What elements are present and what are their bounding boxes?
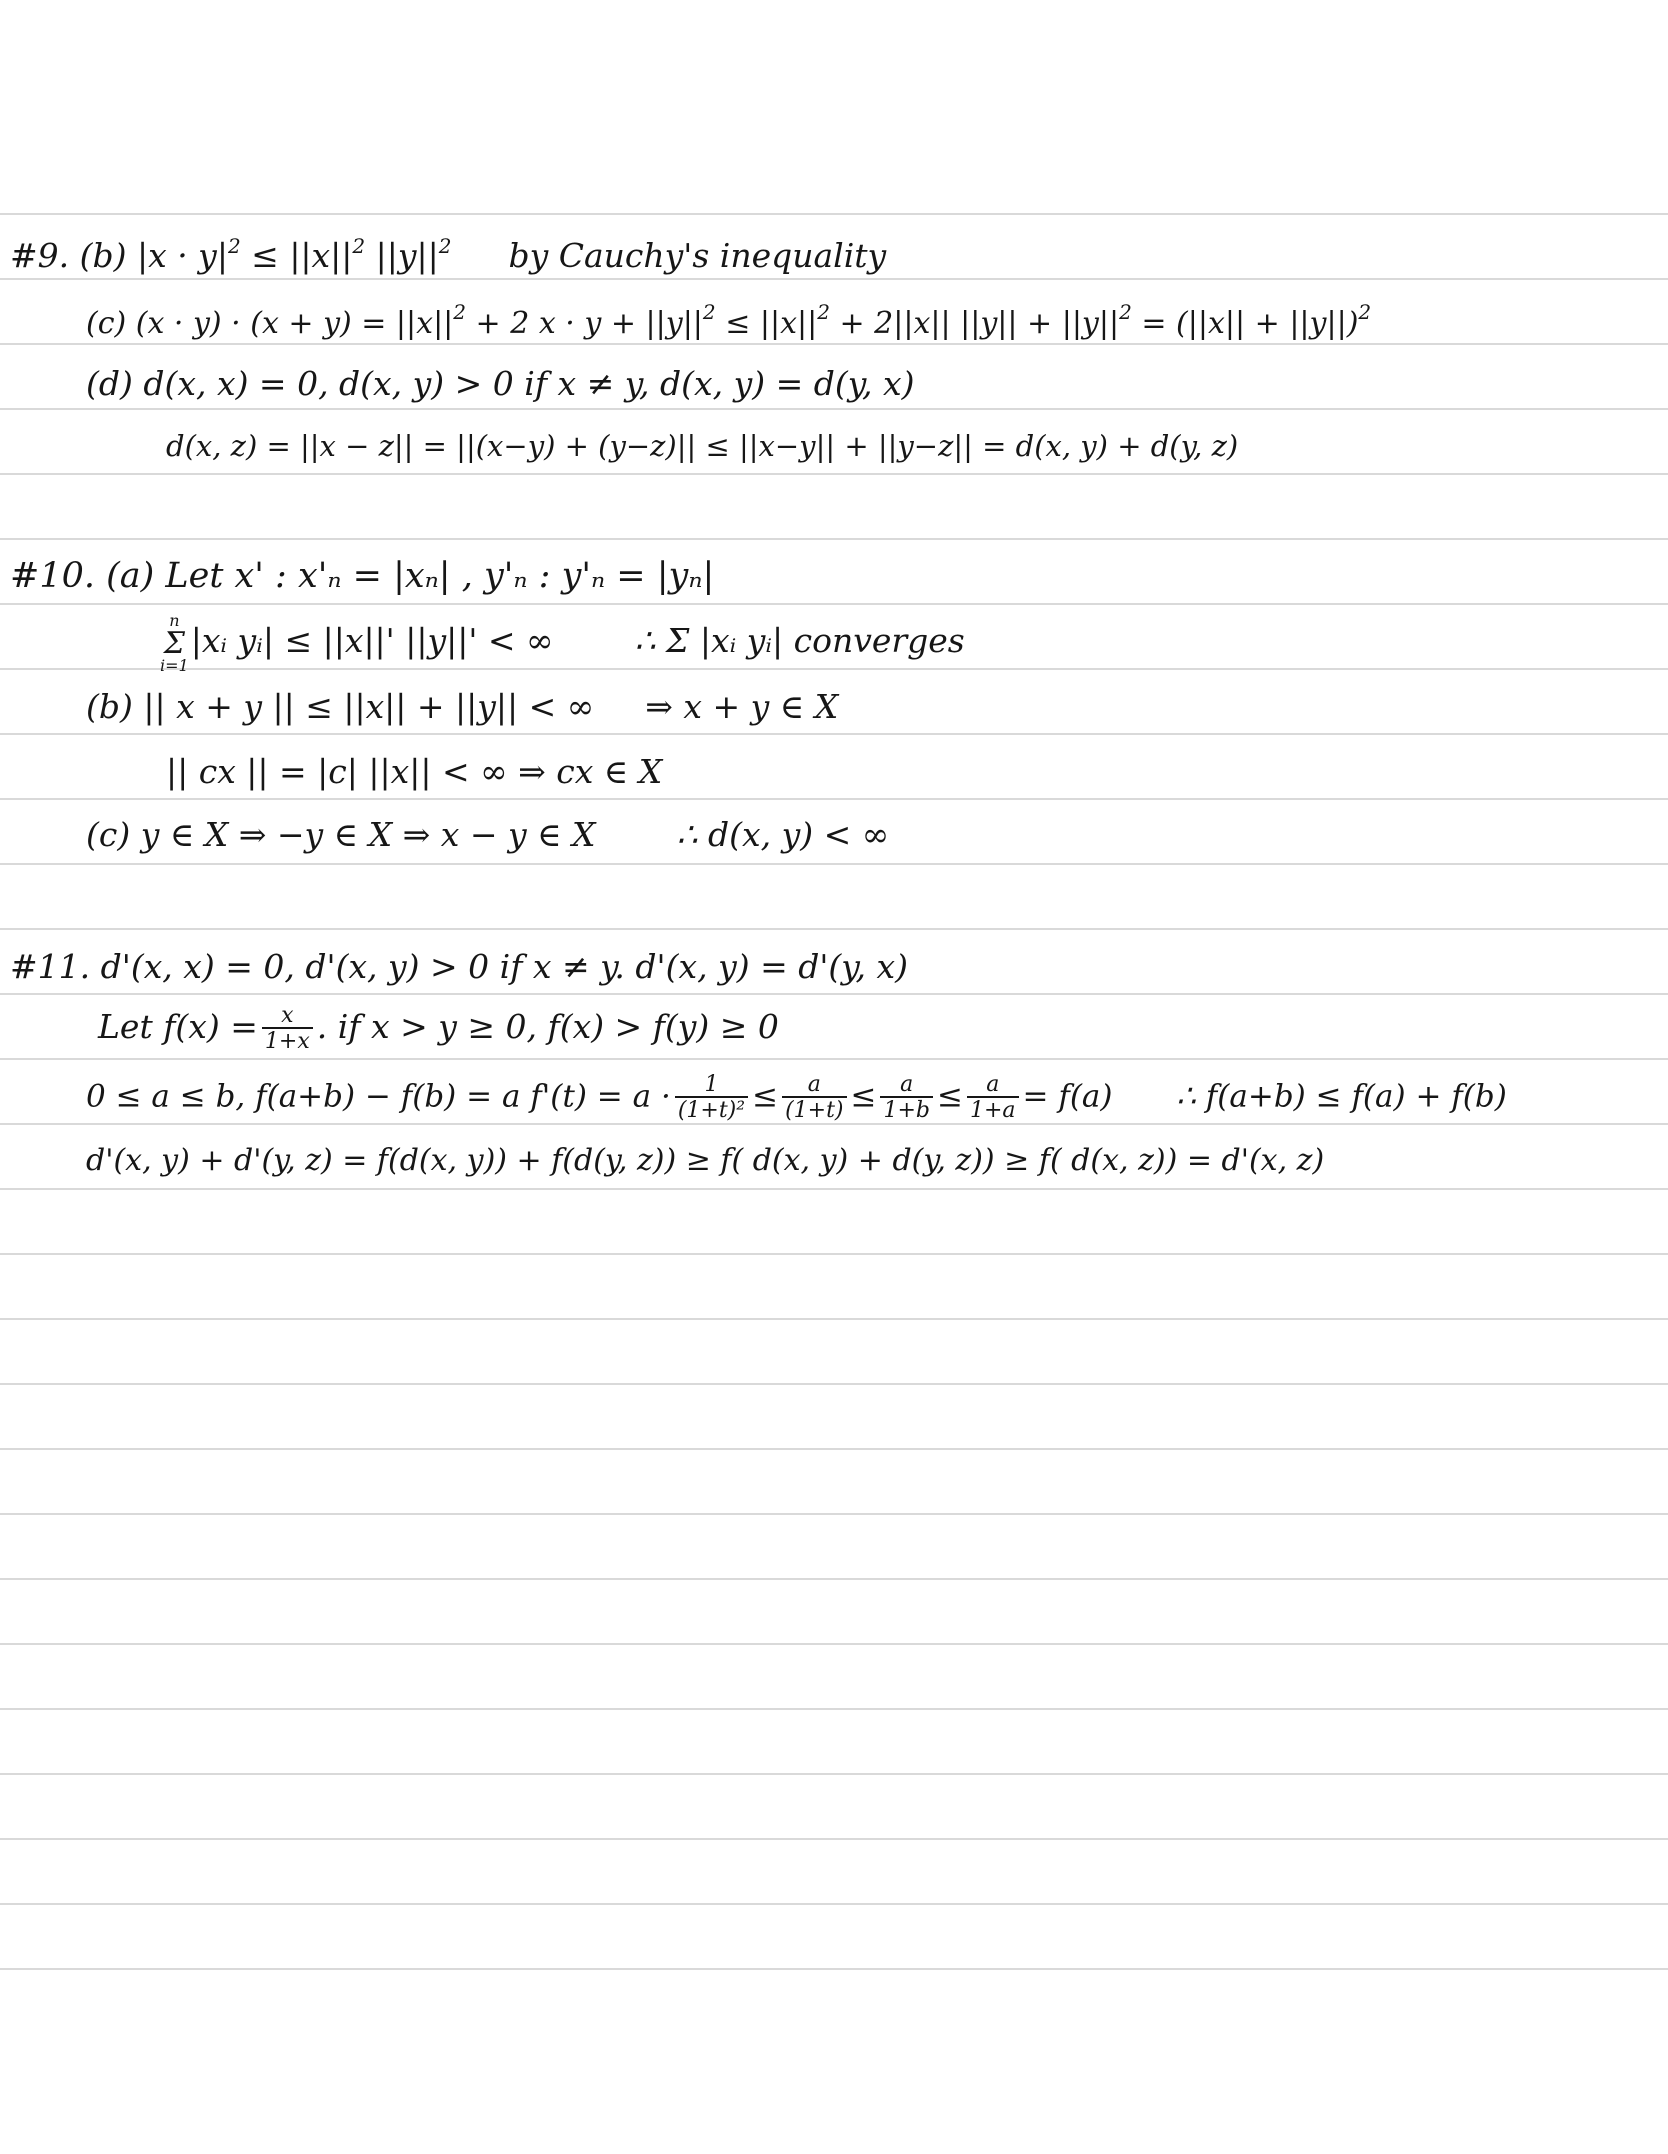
ruled-line bbox=[0, 1773, 1668, 1775]
denominator: 1+b bbox=[883, 1098, 930, 1124]
text-run: ≤ ||x|| bbox=[240, 236, 353, 275]
denominator: 1+a bbox=[969, 1098, 1016, 1124]
ruled-line bbox=[0, 863, 1668, 865]
implication-note: ⇒ x + y ∈ X bbox=[645, 687, 839, 726]
ruled-line bbox=[0, 213, 1668, 215]
summation-symbol bbox=[160, 612, 189, 674]
text-run: ||y|| bbox=[365, 236, 439, 275]
problem-9-part-c bbox=[86, 302, 1371, 339]
ruled-line bbox=[0, 1448, 1668, 1450]
text-run: + 2 x · y + ||y|| bbox=[466, 306, 703, 341]
exponent: 2 bbox=[227, 234, 241, 258]
sigma: Σ bbox=[163, 625, 185, 661]
ruled-line bbox=[0, 1318, 1668, 1320]
fraction bbox=[967, 1073, 1019, 1123]
ruled-line bbox=[0, 603, 1668, 605]
ruled-line bbox=[0, 1838, 1668, 1840]
text-run: d'(x, y) + d'(y, z) = f(d(x, y)) + f(d(y, z)) ≥ f( d(x, y) + d(y, z)) ≥ f( d(x, z)) = d'(x, z) bbox=[86, 1143, 1325, 1178]
problem-11-inequality bbox=[86, 1073, 1507, 1123]
ruled-line bbox=[0, 993, 1668, 995]
ruled-line bbox=[0, 1903, 1668, 1905]
denominator: (1+t) bbox=[785, 1098, 844, 1124]
text-run: ≤ ||x|| bbox=[715, 306, 818, 341]
fraction bbox=[880, 1073, 933, 1123]
finite-distance-note: ∴ d(x, y) < ∞ bbox=[676, 815, 890, 854]
problem-9-part-d-triangle bbox=[166, 429, 1239, 463]
numerator: a bbox=[782, 1073, 846, 1098]
text-run: #9. (b) |x · y| bbox=[10, 236, 228, 275]
ruled-line bbox=[0, 278, 1668, 280]
text-run: || cx || = |c| ||x|| < ∞ ⇒ cx ∈ X bbox=[166, 752, 663, 791]
text-run: (d) d(x, x) = 0, d(x, y) > 0 if x ≠ y, d(x, y) = d(y, x) bbox=[86, 364, 915, 403]
text-run: = f(a) bbox=[1022, 1078, 1113, 1115]
ruled-line bbox=[0, 1708, 1668, 1710]
text-run: + 2||x|| ||y|| + ||y|| bbox=[829, 306, 1120, 341]
problem-11-triangle bbox=[86, 1143, 1325, 1178]
text-run: (c) y ∈ X ⇒ −y ∈ X ⇒ x − y ∈ X bbox=[86, 815, 596, 854]
ruled-line bbox=[0, 798, 1668, 800]
numerator: 1 bbox=[675, 1073, 748, 1098]
problem-9-part-b bbox=[10, 234, 887, 275]
ruled-line bbox=[0, 1188, 1668, 1190]
exponent: 2 bbox=[1119, 300, 1132, 324]
exponent: 2 bbox=[1358, 300, 1372, 324]
text-run: d(x, z) = ||x − z|| = ||(x−y) + (y−z)|| ≤ ||x−y|| + ||y−z|| = d(x, y) + d(y, z) bbox=[166, 429, 1239, 463]
ruled-line bbox=[0, 343, 1668, 345]
ruled-line bbox=[0, 733, 1668, 735]
numerator: a bbox=[880, 1073, 933, 1098]
ruled-line bbox=[0, 473, 1668, 475]
problem-10-part-c bbox=[86, 815, 890, 854]
problem-10-part-a-sum bbox=[160, 612, 965, 674]
converges-note: ∴ Σ |xᵢ yᵢ| converges bbox=[634, 621, 965, 661]
ruled-line bbox=[0, 1968, 1668, 1970]
problem-10-part-a bbox=[10, 556, 715, 596]
text-run: (c) (x · y) · (x + y) = ||x|| bbox=[86, 306, 454, 341]
text-run: ≤ bbox=[937, 1078, 963, 1115]
problem-10-part-b bbox=[86, 687, 839, 726]
problem-9-part-d bbox=[86, 364, 915, 403]
text-run: ≤ bbox=[752, 1078, 779, 1115]
text-run: ≤ bbox=[850, 1078, 877, 1115]
text-run: #11. d'(x, x) = 0, d'(x, y) > 0 if x ≠ y. d'(x, y) = d'(y, x) bbox=[10, 947, 909, 986]
exponent: 2 bbox=[702, 300, 716, 324]
exponent: 2 bbox=[438, 234, 452, 258]
ruled-line bbox=[0, 1383, 1668, 1385]
ruled-line bbox=[0, 1513, 1668, 1515]
text-run: = (||x|| + ||y||) bbox=[1131, 306, 1359, 341]
exponent: 2 bbox=[453, 300, 467, 324]
cauchy-note: by Cauchy's inequality bbox=[508, 236, 887, 275]
fraction bbox=[262, 1004, 313, 1054]
problem-11-define-f bbox=[98, 1004, 779, 1054]
numerator: x bbox=[262, 1004, 313, 1029]
text-run: |xᵢ yᵢ| ≤ ||x||' ||y||' < ∞ bbox=[190, 621, 554, 661]
text-run: 0 ≤ a ≤ b, f(a+b) − f(b) = a f'(t) = a · bbox=[86, 1078, 671, 1115]
problem-11-axioms bbox=[10, 947, 909, 986]
numerator: a bbox=[967, 1073, 1019, 1098]
subadditive-note: ∴ f(a+b) ≤ f(a) + f(b) bbox=[1176, 1078, 1507, 1115]
ruled-line bbox=[0, 1643, 1668, 1645]
ruled-line bbox=[0, 538, 1668, 540]
text-run: #10. (a) Let x' : x'ₙ = |xₙ| , y'ₙ : y'ₙ = |yₙ| bbox=[10, 556, 715, 596]
ruled-line bbox=[0, 408, 1668, 410]
denominator: (1+t)² bbox=[677, 1098, 746, 1124]
fraction bbox=[675, 1073, 748, 1123]
ruled-line bbox=[0, 928, 1668, 930]
exponent: 2 bbox=[352, 234, 366, 258]
text-run: Let f(x) = bbox=[98, 1007, 258, 1047]
ruled-line bbox=[0, 1058, 1668, 1060]
exponent: 2 bbox=[817, 300, 830, 324]
text-run: . if x > y ≥ 0, f(x) > f(y) ≥ 0 bbox=[316, 1007, 779, 1047]
summation-lower: i=1 bbox=[160, 655, 189, 675]
fraction bbox=[782, 1073, 846, 1123]
ruled-line bbox=[0, 1578, 1668, 1580]
denominator: 1+x bbox=[264, 1029, 310, 1055]
summation-upper: n bbox=[169, 611, 180, 630]
text-run: (b) || x + y || ≤ ||x|| + ||y|| < ∞ bbox=[86, 687, 595, 726]
problem-10-part-b-scalar bbox=[166, 752, 663, 791]
ruled-line bbox=[0, 1253, 1668, 1255]
